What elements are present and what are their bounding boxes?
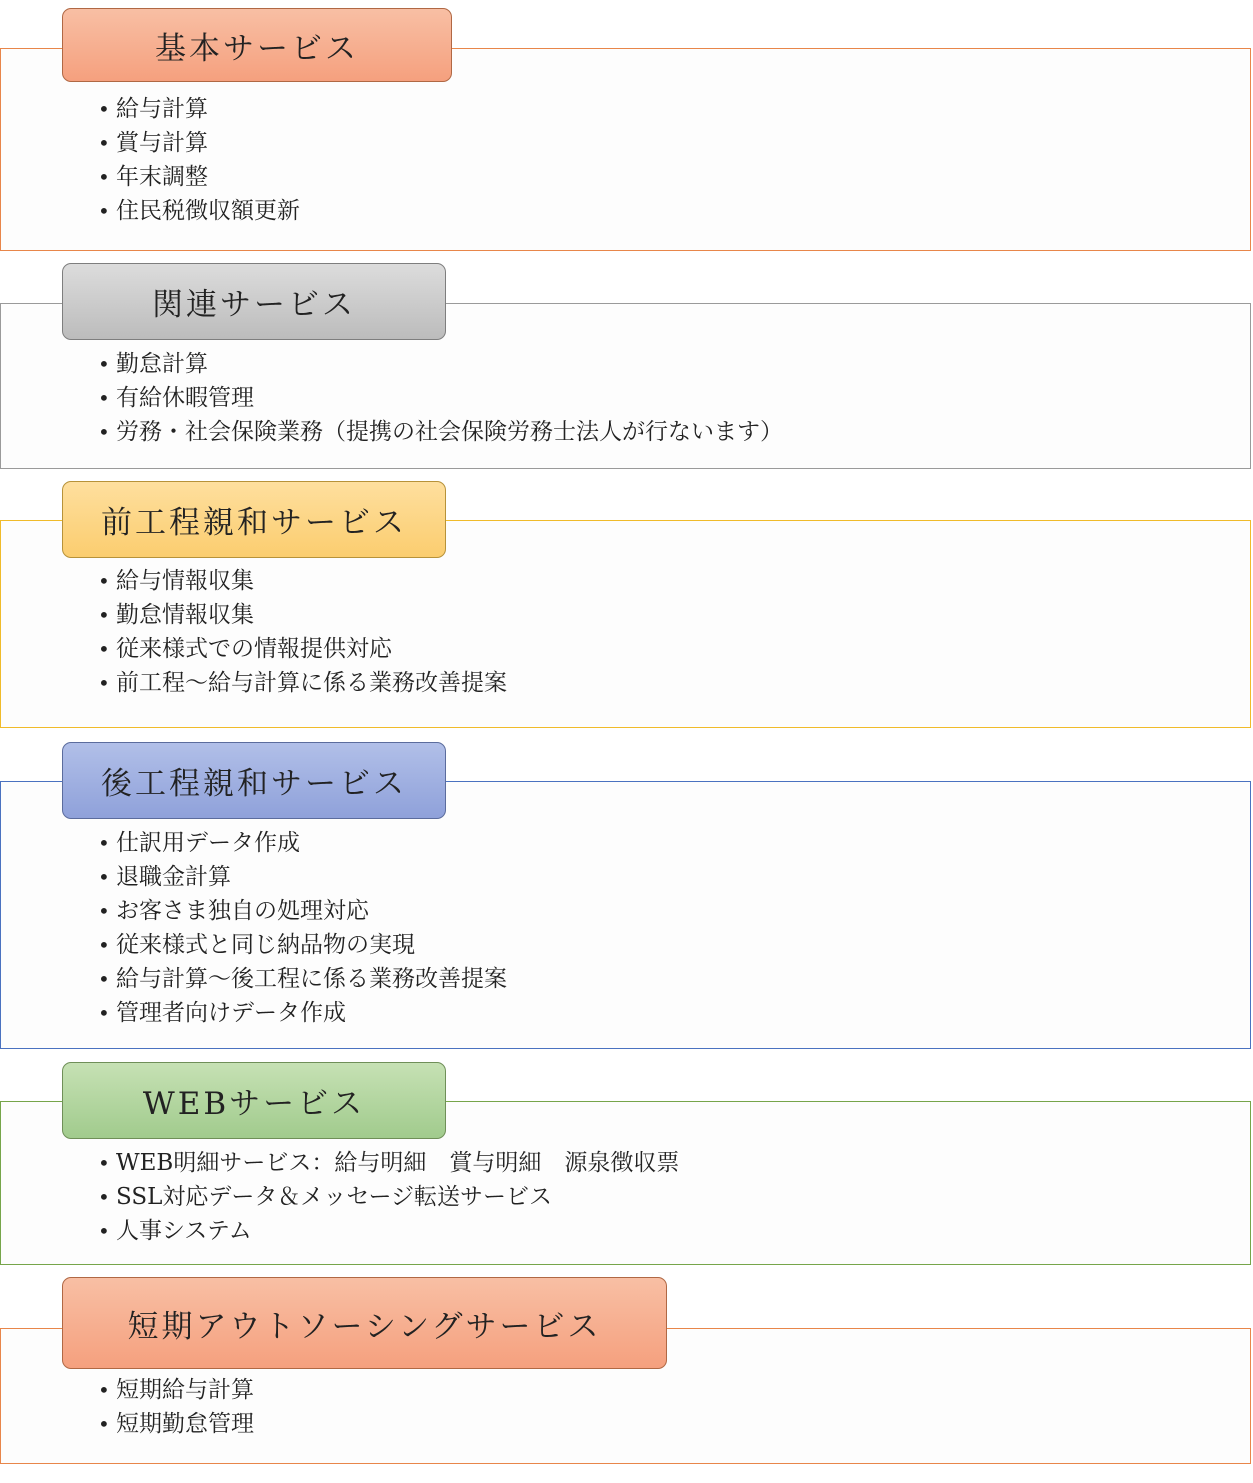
list-item: • お客さま独自の処理対応 bbox=[98, 894, 507, 928]
list-item: • 従来様式と同じ納品物の実現 bbox=[98, 928, 507, 962]
section-title: 基本サービス bbox=[62, 8, 452, 82]
item-list bbox=[98, 347, 783, 449]
section-title: 短期アウトソーシングサービス bbox=[62, 1277, 667, 1369]
list-item: • 勤怠情報収集 bbox=[98, 598, 507, 632]
section-title: 関連サービス bbox=[62, 263, 446, 340]
list-item: • 住民税徴収額更新 bbox=[98, 194, 300, 228]
list-item: • 仕訳用データ作成 bbox=[98, 826, 507, 860]
list-item: • 労務・社会保険業務（提携の社会保険労務士法人が行ないます） bbox=[98, 415, 783, 449]
item-list bbox=[98, 564, 507, 700]
list-item: • WEB明細サービス：給与明細 賞与明細 源泉徴収票 bbox=[98, 1146, 679, 1180]
list-item: • 人事システム bbox=[98, 1214, 679, 1248]
list-item: • 勤怠計算 bbox=[98, 347, 783, 381]
list-item: • 短期勤怠管理 bbox=[98, 1407, 254, 1441]
section-title: 後工程親和サービス bbox=[62, 742, 446, 819]
section-title: 前工程親和サービス bbox=[62, 481, 446, 558]
list-item: • 退職金計算 bbox=[98, 860, 507, 894]
list-item: • 前工程～給与計算に係る業務改善提案 bbox=[98, 666, 507, 700]
list-item: • 年末調整 bbox=[98, 160, 300, 194]
list-item: • 従来様式での情報提供対応 bbox=[98, 632, 507, 666]
item-list bbox=[98, 1146, 679, 1248]
list-item: • SSL対応データ＆メッセージ転送サービス bbox=[98, 1180, 679, 1214]
item-list bbox=[98, 92, 300, 228]
list-item: • 給与情報収集 bbox=[98, 564, 507, 598]
section-title: WEBサービス bbox=[62, 1062, 446, 1139]
item-list bbox=[98, 1373, 254, 1441]
list-item: • 短期給与計算 bbox=[98, 1373, 254, 1407]
item-list bbox=[98, 826, 507, 1030]
list-item: • 給与計算～後工程に係る業務改善提案 bbox=[98, 962, 507, 996]
list-item: • 管理者向けデータ作成 bbox=[98, 996, 507, 1030]
list-item: • 有給休暇管理 bbox=[98, 381, 783, 415]
list-item: • 給与計算 bbox=[98, 92, 300, 126]
list-item: • 賞与計算 bbox=[98, 126, 300, 160]
